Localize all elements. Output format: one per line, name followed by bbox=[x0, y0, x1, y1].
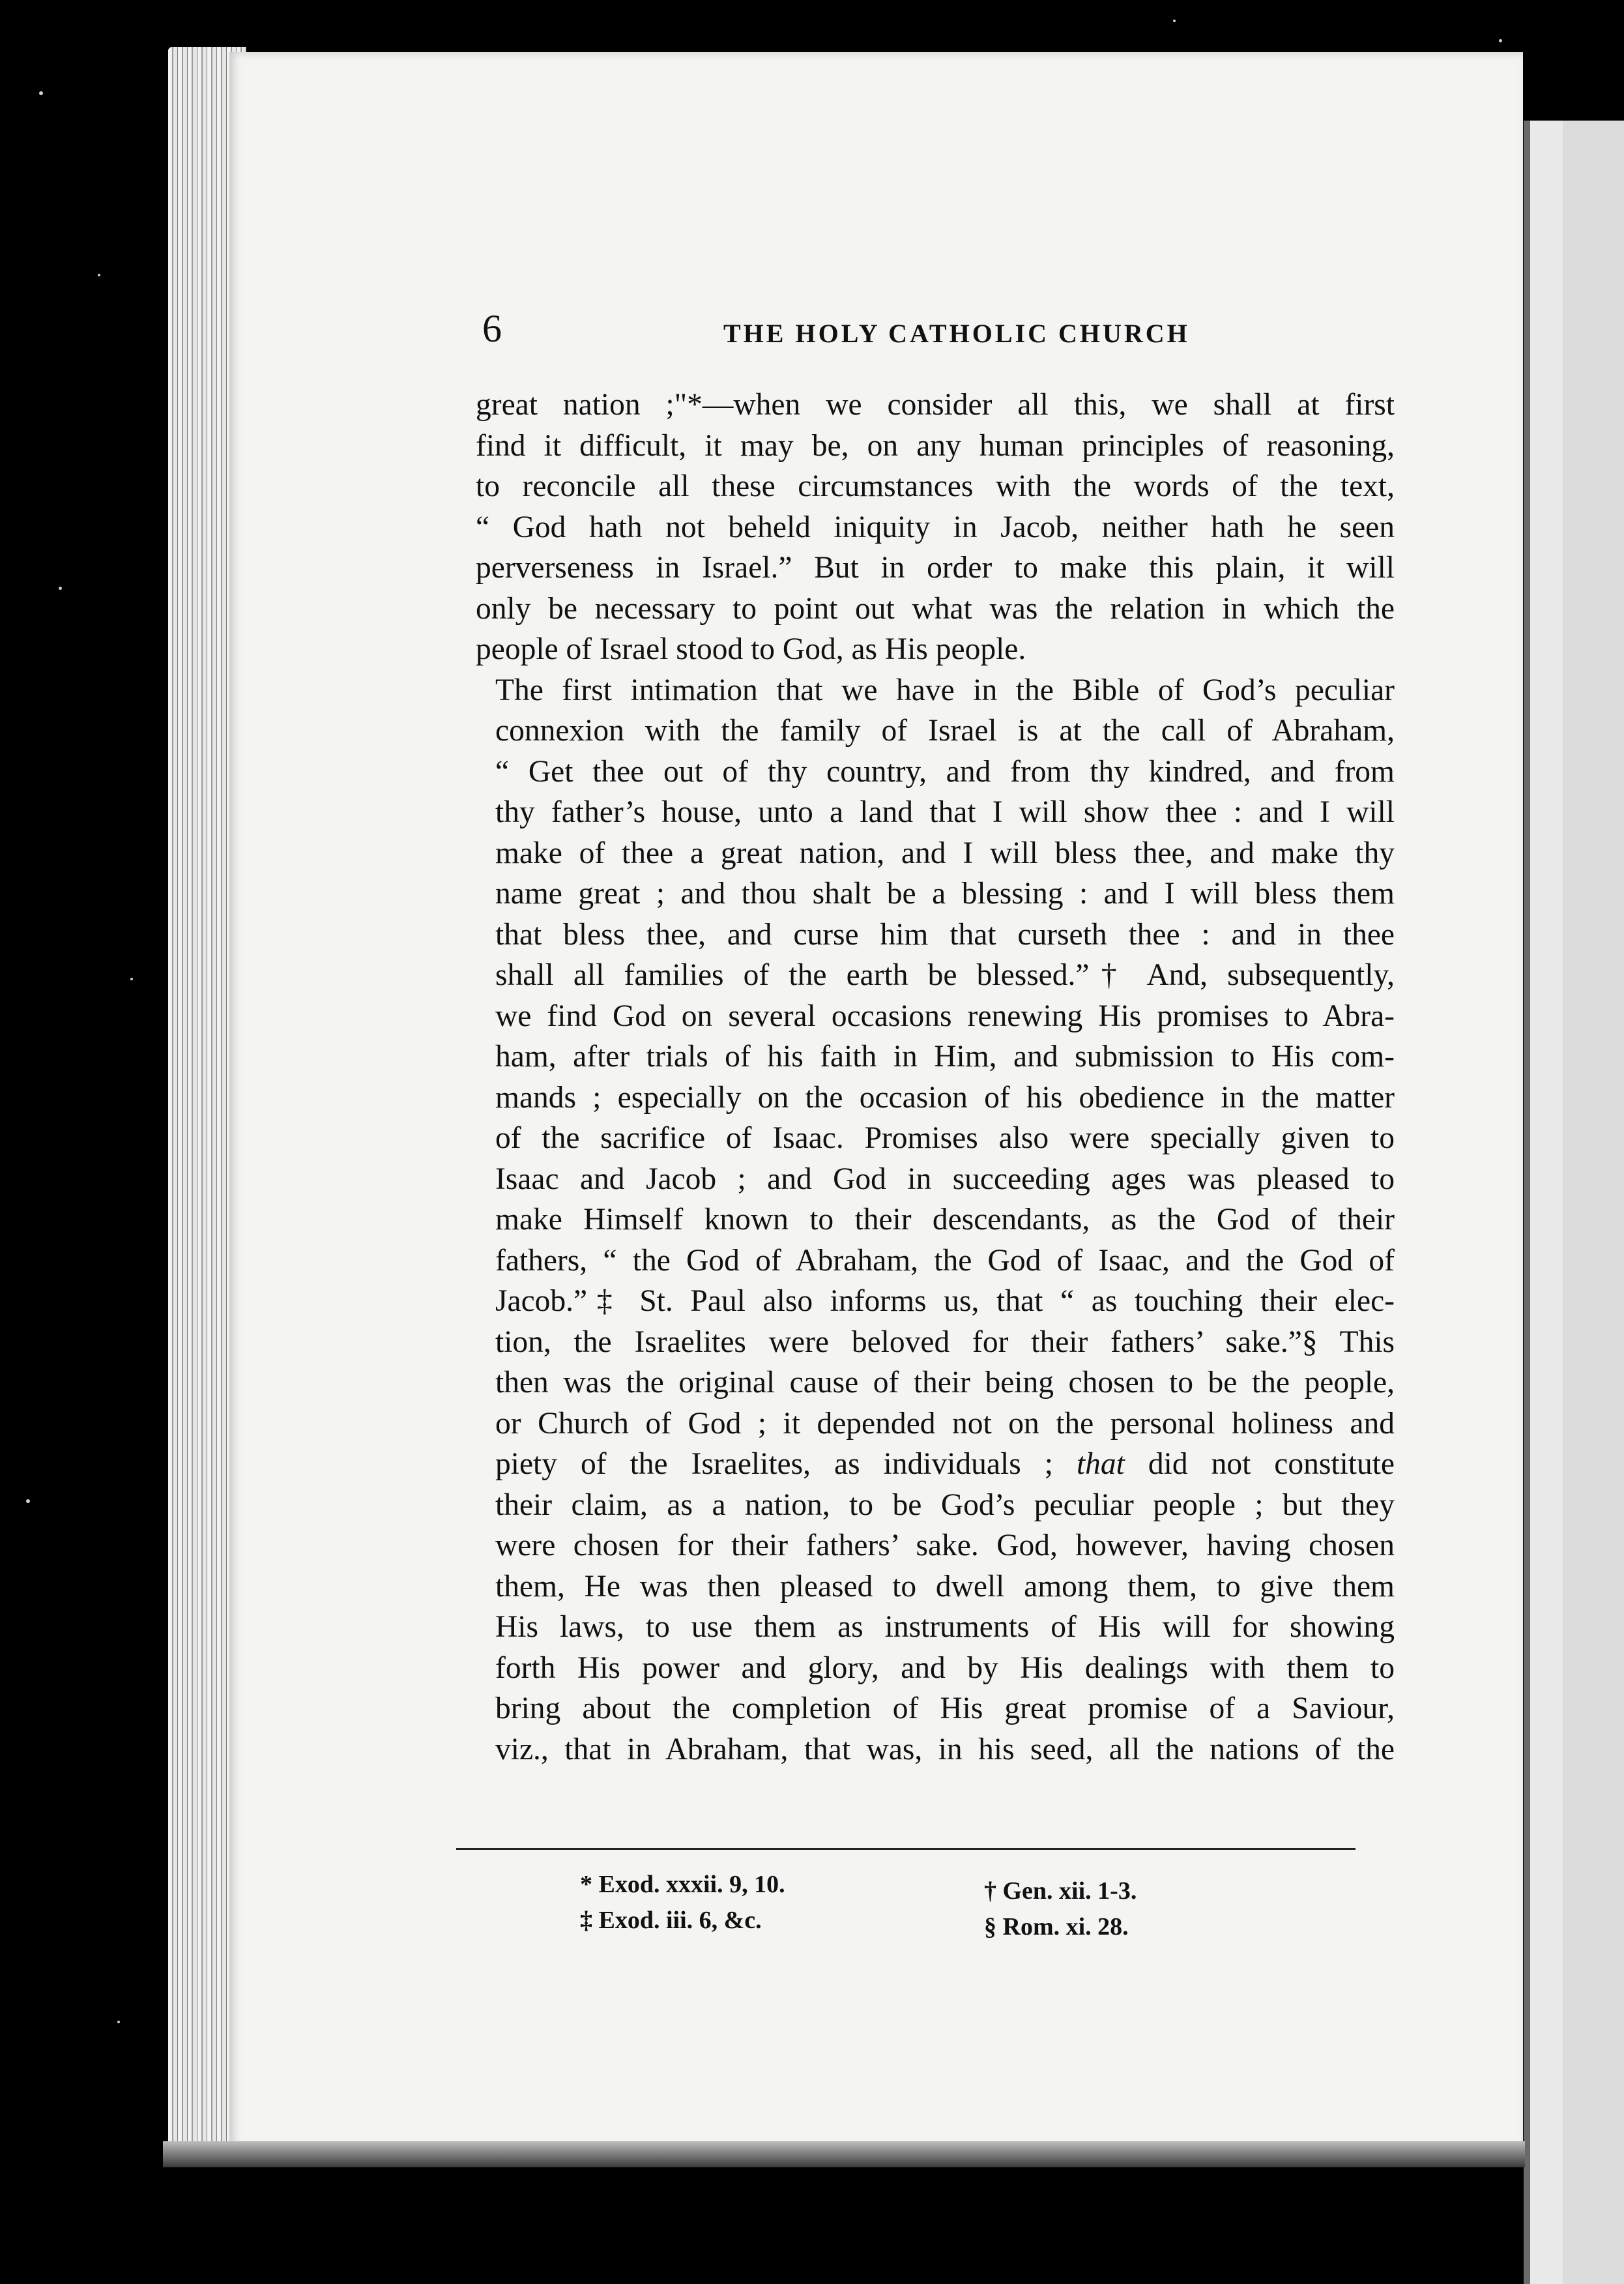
text-line: connexion with the family of Israel is at the call of Abraham, bbox=[495, 714, 1395, 748]
footnote-rule bbox=[456, 1848, 1356, 1850]
paragraph-1 bbox=[476, 385, 1395, 670]
text-line: people of Israel stood to God, as His people. bbox=[476, 632, 1026, 666]
scan-speck bbox=[117, 2021, 120, 2023]
text-line: fathers, “ the God of Abraham, the God of Isaac, and the God of bbox=[495, 1243, 1395, 1278]
page-number: 6 bbox=[482, 307, 502, 350]
text-line: or Church of God ; it depended not on the personal holiness and bbox=[495, 1406, 1395, 1441]
text-line: that bless thee, and curse him that curseth thee : and in thee bbox=[495, 917, 1395, 952]
text-line: perverseness in Israel.” But in order to make this plain, it will bbox=[476, 551, 1395, 585]
text-line: name great ; and thou shalt be a blessing : and I will bless them bbox=[495, 877, 1395, 911]
paragraph-2 bbox=[476, 670, 1395, 1770]
scan-speck bbox=[1499, 39, 1502, 42]
footnote: § Rom. xi. 28. bbox=[984, 1913, 1129, 1940]
text-line: “ Get thee out of thy country, and from thy kindred, and from bbox=[495, 754, 1395, 789]
body-text bbox=[476, 385, 1395, 1770]
text-line: them, He was then pleased to dwell among them, to give them bbox=[495, 1569, 1395, 1603]
text-line: of the sacrifice of Isaac. Promises also were specially given to bbox=[495, 1121, 1395, 1155]
text-line: viz., that in Abraham, that was, in his seed, all the nations of the bbox=[495, 1732, 1395, 1766]
text-line: great nation ;"*—when we consider all this, we shall at first bbox=[476, 388, 1395, 422]
text-line: tion, the Israelites were beloved for their fathers’ sake.”§ This bbox=[495, 1325, 1395, 1359]
text-line: The first intimation that we have in the Bible of God’s peculiar bbox=[495, 673, 1395, 707]
footnote: ‡ Exod. iii. 6, &c. bbox=[580, 1907, 762, 1934]
page-header bbox=[482, 306, 1395, 385]
scan-speck bbox=[59, 587, 62, 590]
scan-speck bbox=[39, 91, 43, 95]
text-line: to reconcile all these circumstances with the words of the text, bbox=[476, 469, 1395, 503]
footnote: * Exod. xxxii. 9, 10. bbox=[580, 1871, 785, 1898]
text-run: did not constitute bbox=[1124, 1447, 1395, 1481]
scan-speck bbox=[130, 978, 133, 980]
text-run: piety of the Israelites, as individuals ; bbox=[495, 1447, 1077, 1481]
text-line: Jacob.”‡ St. Paul also informs us, that “ as touching their elec- bbox=[495, 1284, 1395, 1318]
text-line-with-italic bbox=[476, 1444, 1395, 1485]
scan-speck bbox=[26, 1499, 30, 1503]
footnote: † Gen. xii. 1-3. bbox=[984, 1877, 1137, 1905]
text-line: find it difficult, it may be, on any human principles of reasoning, bbox=[476, 428, 1395, 463]
page-bottom-shadow bbox=[163, 2141, 1525, 2167]
text-line: their claim, as a nation, to be God’s peculiar people ; but they bbox=[495, 1487, 1395, 1522]
running-title: THE HOLY CATHOLIC CHURCH bbox=[723, 319, 1190, 348]
text-line: then was the original cause of their being chosen to be the people, bbox=[495, 1366, 1395, 1399]
text-line: forth His power and glory, and by His dealings with them to bbox=[495, 1650, 1395, 1685]
scan-speck bbox=[98, 274, 100, 276]
text-line: we find God on several occasions renewing His promises to Abra- bbox=[495, 999, 1395, 1033]
text-line: thy father’s house, unto a land that I will show thee : and I will bbox=[495, 795, 1395, 829]
text-line: make Himself known to their descendants, as the God of their bbox=[495, 1203, 1395, 1237]
text-line: only be necessary to point out what was the relation in which the bbox=[476, 591, 1395, 626]
text-line: mands ; especially on the occasion of his obedience in the matter bbox=[495, 1080, 1395, 1115]
text-line: shall all families of the earth be blessed.”† And, subsequently, bbox=[495, 958, 1395, 992]
italic-word: that bbox=[1076, 1447, 1125, 1481]
text-line: ham, after trials of his faith in Him, and submission to His com- bbox=[495, 1040, 1395, 1074]
text-line: His laws, to use them as instruments of His will for showing bbox=[495, 1610, 1395, 1644]
text-line: make of thee a great nation, and I will bless thee, and make thy bbox=[495, 836, 1395, 870]
text-line: Isaac and Jacob ; and God in succeeding ages was pleased to bbox=[495, 1162, 1395, 1196]
next-page-edge bbox=[1524, 121, 1624, 2284]
scan-speck bbox=[1173, 20, 1176, 22]
text-line: were chosen for their fathers’ sake. God, however, having chosen bbox=[495, 1529, 1395, 1562]
text-line: “ God hath not beheld iniquity in Jacob, neither hath he seen bbox=[476, 510, 1395, 544]
text-line: bring about the completion of His great promise of a Saviour, bbox=[495, 1691, 1395, 1725]
